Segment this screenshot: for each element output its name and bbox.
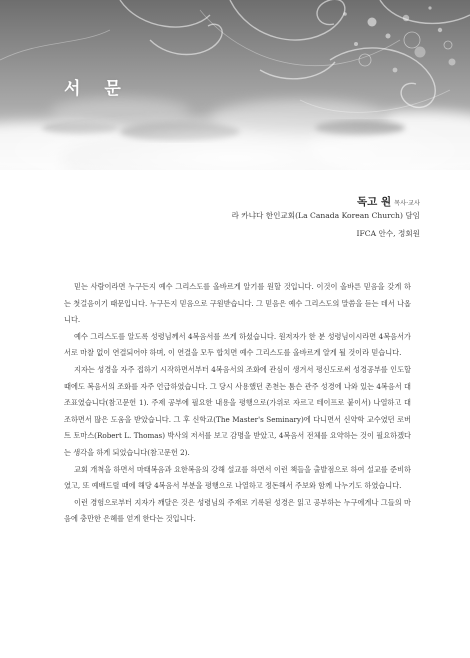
body-text <box>64 279 411 528</box>
author-role: 목사·교사 <box>394 200 420 207</box>
paragraph: 믿는 사람이라면 누구든지 예수 그리스도를 올바르게 알기를 원할 것입니다. 이것이 올바른 믿음을 갖게 하는 첫걸음이기 때문입니다. 누구든지 믿음으로 구원받습니다. 그 믿음은 예수 그리스도의 말씀을 듣는 데서 나옵니다. <box>64 282 411 325</box>
paragraph: 교회 개척을 하면서 마태복음과 요한복음의 강해 설교를 하면서 이런 책들을 출발점으로 하여 설교를 준비하였고, 또 예배드릴 때에 해당 4복음서 부분을 평행으로 나열하고 정돈해서 주보와 함께 나누기도 하였습니다. <box>64 464 411 491</box>
author-name: 독고 원 <box>357 196 392 208</box>
author-org: IFCA 안수, 정회원 <box>356 229 420 238</box>
page-title: 서 문 <box>64 79 130 99</box>
paragraph: 예수 그리스도를 알도록 성령님께서 4복음서를 쓰게 하셨습니다. 원저자가 한 분 성령님이시라면 4복음서가 서로 마찰 없이 연결되어야 하며, 이 연결을 모두 합치면 예수 그리스도를 올바르게 알게 될 것이라 믿습니다. <box>64 331 411 358</box>
paragraph: 지자는 성경을 자주 접하기 시작하면서부터 4복음서의 조화에 관심이 생겨서 평신도로써 성경공부를 인도할 때에도 복음서의 조화를 자주 언급하였습니다. 그 당시 사용했던 촌천는 톰슨 관주 성경에 나와 있는 4복음서 대조표였습니다(참고문헌 1). 주제 공부에 필요한 내용을 평행으로(가위로 자르고 테이프로 붙이서) 나열하고 대조하면서 많은 도움을 받았습니다. 그 후 신학교(The Master's Seminary)에 다니면서 신약학 교수였던 로버트 토마스(Robert L. Thomas) 박사의 저서를 보고 감명을 받았고, 4복음서 전체를 요약하는 것이 필요하겠다는 생각을 하게 되었습니다(참고문헌 2). <box>64 364 411 457</box>
author-church: 라 카냐다 한인교회(La Canada Korean Church) 담임 <box>231 211 420 220</box>
author-signature <box>357 190 420 209</box>
paragraph: 이런 경험으로부터 지자가 깨달은 것은 성령님의 주재로 기록된 성경은 읽고 공부하는 누구에게나 그들의 마음에 충만한 은혜를 얻게 한다는 것입니다. <box>64 497 411 524</box>
